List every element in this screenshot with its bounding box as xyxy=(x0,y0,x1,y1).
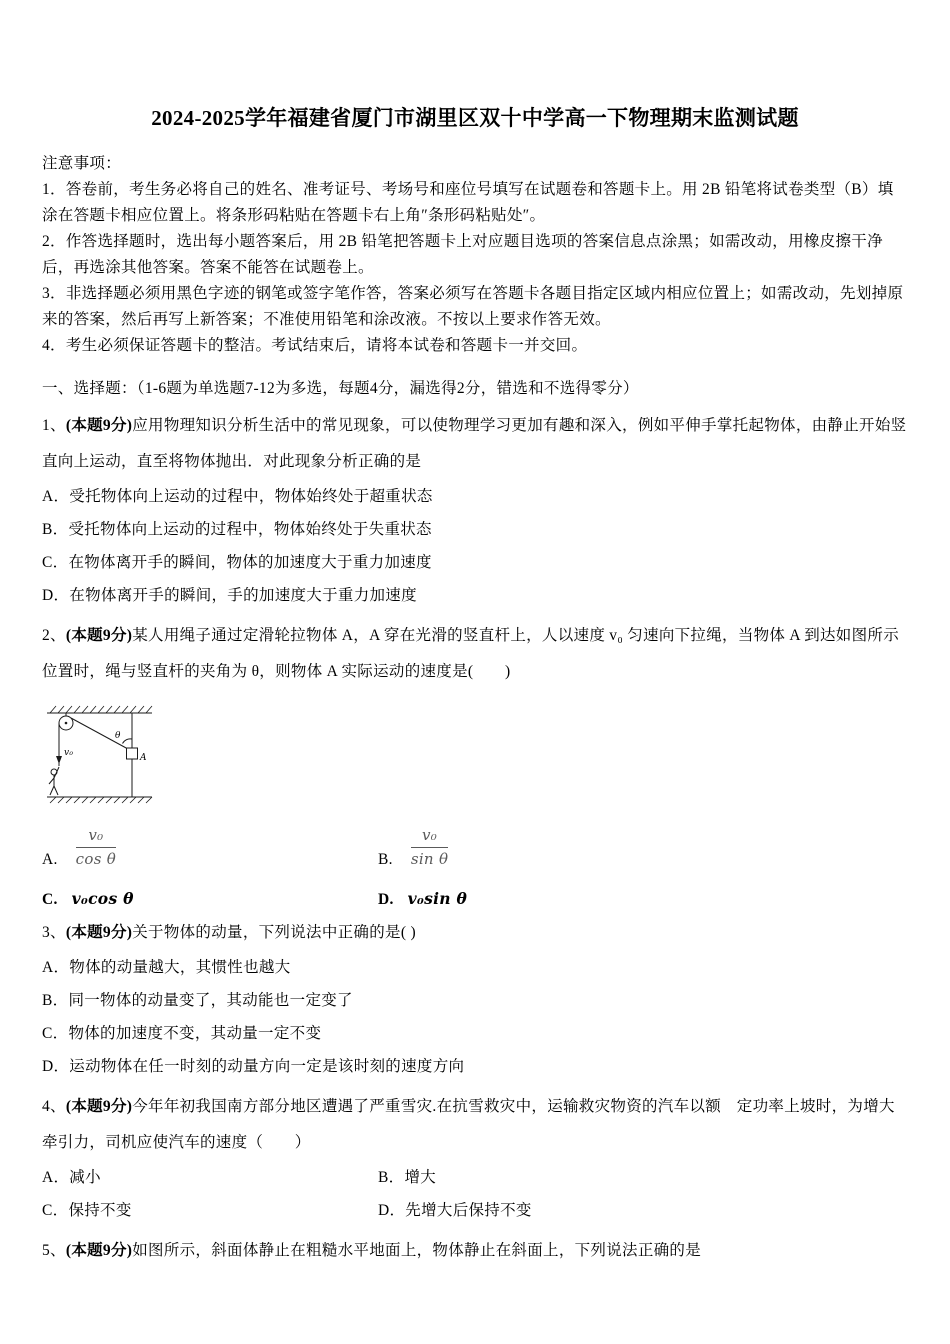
notice-item: 2．作答选择题时，选出每小题答案后，用 2B 铅笔把答题卡上对应题目选项的答案信息点涂黑；如需改动，用橡皮擦干净后，再选涂其他答案。答案不能答在试题卷上。 xyxy=(42,233,883,277)
question-number: 2、 xyxy=(42,627,66,645)
option-b xyxy=(378,825,908,869)
option-a: A．减小 xyxy=(42,1168,101,1186)
question-stem xyxy=(42,1089,908,1161)
question-points: (本题9分) xyxy=(65,1097,133,1115)
notice-section xyxy=(42,151,908,359)
option-c xyxy=(42,889,378,909)
angle-arc xyxy=(123,739,133,744)
question-points: (本题9分) xyxy=(65,627,133,645)
question-text: 某人用绳子通过定滑轮拉物体 A，A 穿在光滑的竖直杆上，人以速度 v₀ 匀速向下拉绳，当物体 A 到达如图所示位置时，绳与竖直杆的夹角为 θ，则物体 A 实际运动的速度是( ) xyxy=(42,627,900,681)
figure-angle-label: θ xyxy=(115,731,121,742)
person-body xyxy=(49,767,59,795)
option-row-cd xyxy=(42,1194,908,1227)
block-a xyxy=(127,748,138,759)
question-number: 5、 xyxy=(42,1241,66,1259)
question-number: 3、 xyxy=(42,923,66,941)
page-title: 2024-2025学年福建省厦门市湖里区双十中学高一下物理期末监测试题 xyxy=(151,106,799,130)
option-a: A．受托物体向上运动的过程中，物体始终处于超重状态 xyxy=(42,488,433,506)
option-a: A．物体的动量越大，其惯性也越大 xyxy=(42,958,291,976)
question-number: 4、 xyxy=(42,1097,66,1115)
option-b: B．受托物体向上运动的过程中，物体始终处于失重状态 xyxy=(42,521,432,539)
fraction xyxy=(76,825,116,869)
option-a xyxy=(42,825,378,869)
fraction-numerator: v₀ xyxy=(76,825,116,847)
option-label: B. xyxy=(378,850,393,868)
notice-item: 3．非选择题必须用黑色字迹的钢笔或签字笔作答，答案必须写在答题卡各题目指定区域内相应位置上；如需改动，先划掉原来的答案，然后再写上新答案；不准使用铅笔和涂改液。不按以上要求作答无效。 xyxy=(42,285,904,329)
option-d: D．先增大后保持不变 xyxy=(378,1201,532,1219)
option-d xyxy=(378,889,908,909)
option-c: C．在物体离开手的瞬间，物体的加速度大于重力加速度 xyxy=(42,554,432,572)
option-c: C．保持不变 xyxy=(42,1201,132,1219)
fraction-denominator: cos θ xyxy=(75,849,117,868)
fraction-denominator: sin θ xyxy=(410,849,449,868)
option-math: v₀cos θ xyxy=(71,888,134,908)
question-points: (本题9分) xyxy=(65,1241,133,1259)
option-d: D．在物体离开手的瞬间，手的加速度大于重力加速度 xyxy=(42,587,417,605)
option-b: B．增大 xyxy=(378,1168,437,1186)
notice-item: 1．答卷前，考生务必将自己的姓名、准考证号、考场号和座位号填写在试题卷和答题卡上。用 2B 铅笔将试卷类型（B）填涂在答题卡相应位置上。将条形码粘贴在答题卡右上角″条形码粘贴处″。 xyxy=(42,181,894,225)
pulley-figure-svg xyxy=(44,700,156,806)
question-points: (本题9分) xyxy=(65,923,133,941)
velocity-arrow-icon xyxy=(56,756,62,764)
question-stem xyxy=(42,1233,908,1269)
question-1 xyxy=(42,408,908,612)
question-text: 关于物体的动量，下列说法中正确的是( ) xyxy=(132,923,416,941)
ceiling-hatching xyxy=(50,706,152,713)
option-b: B．同一物体的动量变了，其动能也一定变了 xyxy=(42,991,353,1009)
section-heading: 一、选择题：（1-6题为单选题7-12为多选，每题4分，漏选得2分，错选和不选得零分） xyxy=(42,380,639,398)
option-label: A. xyxy=(42,850,58,868)
figure-block-label: A xyxy=(140,753,147,764)
question-points: (本题9分) xyxy=(65,417,133,435)
option-math: v₀sin θ xyxy=(407,888,468,908)
question-5 xyxy=(42,1233,908,1269)
question-stem xyxy=(42,408,908,480)
question-stem xyxy=(42,618,908,690)
notice-heading: 注意事项： xyxy=(42,155,122,173)
option-label: D. xyxy=(378,890,394,908)
notice-item: 4．考生必须保证答题卡的整洁。考试结束后，请将本试卷和答题卡一并交回。 xyxy=(42,337,588,355)
question-4 xyxy=(42,1089,908,1227)
option-row-cd xyxy=(42,889,908,909)
question-2 xyxy=(42,618,908,909)
option-row-ab xyxy=(42,825,908,869)
question-stem xyxy=(42,915,908,951)
ground-hatching xyxy=(50,797,152,803)
figure-speed-label: v₀ xyxy=(64,748,74,759)
question-text: 今年年初我国南方部分地区遭遇了严重雪灾.在抗雪救灾中，运输救灾物资的汽车以额 定功率上坡时，为增大牵引力，司机应使汽车的速度（ ） xyxy=(42,1097,895,1151)
option-c: C．物体的加速度不变，其动量一定不变 xyxy=(42,1024,322,1042)
fraction xyxy=(411,825,448,869)
question-text: 应用物理知识分析生活中的常见现象，可以使物理学习更加有趣和深入，例如平伸手掌托起物体，由静止开始竖直向上运动，直至将物体抛出．对此现象分析正确的是 xyxy=(42,417,907,471)
question-number: 1、 xyxy=(42,417,66,435)
pulley-diagram xyxy=(44,700,908,811)
fraction-numerator: v₀ xyxy=(411,825,448,847)
question-text: 如图所示，斜面体静止在粗糙水平地面上，物体静止在斜面上，下列说法正确的是 xyxy=(132,1241,702,1259)
option-row-ab xyxy=(42,1161,908,1194)
option-label: C. xyxy=(42,890,58,908)
pulley-axle xyxy=(65,722,68,725)
question-3 xyxy=(42,915,908,1083)
option-d: D．运动物体在任一时刻的动量方向一定是该时刻的速度方向 xyxy=(42,1057,465,1075)
